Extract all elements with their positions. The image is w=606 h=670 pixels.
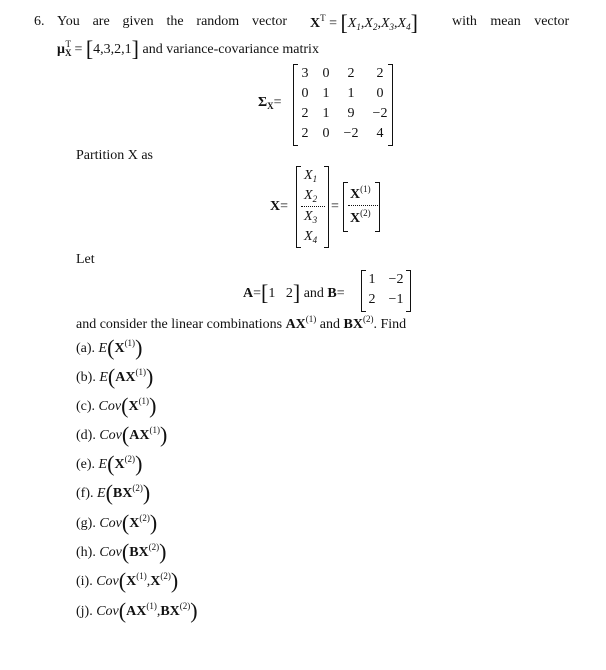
- matrix-cell: 0: [322, 126, 330, 141]
- matrix-cell: 1: [368, 272, 376, 287]
- part-argument: X: [129, 516, 140, 531]
- part-argument: X: [150, 574, 161, 589]
- with-mean-text: with mean vector: [452, 14, 570, 29]
- A-definition: A=[1 2] and B=: [243, 280, 345, 305]
- part-argument: X: [114, 457, 125, 472]
- mean-values: 4,3,2,1: [93, 42, 132, 57]
- component-x1: $X_1$: [347, 16, 361, 32]
- intro-word: given: [122, 14, 154, 29]
- matrix-cell: 2: [376, 66, 384, 81]
- part-argument: BX: [160, 604, 180, 619]
- part-argument: AX: [129, 428, 150, 443]
- block-x2: $X^{(2)}$: [350, 208, 371, 226]
- part-argument: AX: [115, 370, 136, 385]
- left-bracket: [: [340, 10, 348, 35]
- part-item: (a). $E(X^{(1)})$: [76, 335, 143, 360]
- matrix-cell: −2: [372, 106, 388, 121]
- part-function: E: [97, 486, 106, 501]
- mu-symbol: $\mu_X$: [57, 42, 72, 58]
- matrix-cell: −2: [388, 272, 404, 287]
- part-item: (h). Cov(BX$^{(2)}$): [76, 539, 167, 564]
- matrix-cell: 4: [376, 126, 384, 141]
- matrix-cell: 1: [347, 86, 355, 101]
- part-argument: BX: [112, 486, 133, 501]
- intro-words: [57, 14, 287, 30]
- matrix-cell: 0: [376, 86, 384, 101]
- matrix-cell: 3: [301, 66, 309, 81]
- part-item: (f). E(BX$^{(2)}$): [76, 480, 151, 505]
- part-label: (c).: [76, 399, 96, 414]
- part-label: (f).: [76, 486, 94, 501]
- intro-word: You: [57, 14, 80, 29]
- problem-number: 6.: [34, 14, 45, 29]
- let-label: Let: [76, 252, 95, 267]
- sigma-matrix: [296, 64, 396, 144]
- block-x1: $X^{(1)}$: [350, 184, 371, 202]
- stack-x4: $X_4$: [304, 229, 318, 245]
- transpose-mark: T: [320, 13, 326, 23]
- part-argument: X: [126, 574, 137, 589]
- part-argument: BX: [129, 545, 149, 560]
- matrix-cell: 0: [301, 86, 309, 101]
- consider-line: and consider the linear combinations AX$^{(1)}$ and BX$^{(2)}$. Find: [76, 314, 407, 332]
- random-vector-expression: $X^T = [X_1,X_2,X_3,X_4]$: [310, 10, 418, 35]
- part-label: (d).: [76, 428, 96, 443]
- part-function: E: [98, 457, 108, 472]
- matrix-cell: 0: [322, 66, 330, 81]
- matrix-cell: 9: [347, 106, 355, 121]
- part-function: Cov: [96, 574, 119, 589]
- stack-x1: $X_1$: [304, 168, 318, 184]
- part-function: Cov: [99, 428, 122, 443]
- component-x4: $X_4$: [397, 16, 411, 32]
- part-item: (d). Cov(AX$^{(1)}$): [76, 422, 168, 447]
- part-item: (b). E(AX$^{(1)}$): [76, 364, 154, 389]
- mean-vector-line: $\mu_X^T = [4,3,2,1]$ and variance-covariance matrix: [57, 36, 319, 61]
- part-function: E: [98, 341, 108, 356]
- stack-left-bracket: [296, 166, 301, 248]
- block-left-bracket: [343, 182, 348, 232]
- variance-text: and variance-covariance matrix: [142, 42, 319, 57]
- part-label: (h).: [76, 545, 96, 560]
- matrix-cell: −1: [388, 292, 404, 307]
- B-matrix: [363, 270, 411, 310]
- sigma-symbol: $\Sigma_X=$: [258, 95, 282, 111]
- part-label: (i).: [76, 574, 93, 589]
- partition-label: Partition X as: [76, 148, 153, 163]
- matrix-cell: 2: [347, 66, 355, 81]
- matrix-cell: −2: [343, 126, 359, 141]
- stack-right-bracket: [324, 166, 329, 248]
- matrix-cell: 2: [301, 126, 309, 141]
- component-x3: $X_3$: [380, 16, 395, 32]
- intro-word: random: [196, 14, 240, 29]
- matrix-cell: 1: [322, 106, 330, 121]
- intro-word: vector: [252, 14, 287, 29]
- matrix-cell: 1: [322, 86, 330, 101]
- B-matrix-right-bracket: [406, 270, 411, 312]
- part-function: Cov: [98, 399, 122, 414]
- part-item: (g). $Cov(X^{(2)})$: [76, 510, 158, 535]
- equals-sign: =: [329, 16, 338, 31]
- partition-lhs: X=: [270, 199, 289, 214]
- component-x2: $X_2$: [364, 16, 378, 32]
- part-label: (e).: [76, 457, 96, 472]
- part-item: (j). Cov(AX$^{(1)}$,BX$^{(2)}$): [76, 598, 198, 623]
- right-bracket: ]: [410, 10, 418, 35]
- stack-x3: $X_3$: [304, 209, 318, 225]
- part-argument: AX: [126, 604, 147, 619]
- block-right-bracket: [375, 182, 380, 232]
- stack-x2: $X_2$: [304, 188, 318, 204]
- matrix-cell: 2: [368, 292, 376, 307]
- part-label: (j).: [76, 604, 93, 619]
- part-item: (e). $E(X^{(2)})$: [76, 451, 143, 476]
- part-function: E: [99, 370, 108, 385]
- block-separator: [348, 205, 378, 206]
- intro-word: are: [92, 14, 110, 29]
- part-argument: X: [128, 399, 139, 414]
- vector-x-symbol: X: [310, 16, 321, 31]
- part-label: (b).: [76, 370, 96, 385]
- part-function: Cov: [99, 516, 122, 531]
- part-item: (i). $Cov(X^{(1)},X^{(2)})$: [76, 568, 179, 593]
- part-item: (c). $Cov(X^{(1)})$: [76, 393, 157, 418]
- part-label: (a).: [76, 341, 96, 356]
- matrix-cell: 2: [301, 106, 309, 121]
- part-argument: X: [114, 341, 125, 356]
- intro-word: the: [166, 14, 184, 29]
- part-function: Cov: [96, 604, 119, 619]
- partition-equals: =: [331, 199, 339, 214]
- sigma-matrix-right-bracket: [388, 64, 393, 146]
- part-function: Cov: [99, 545, 122, 560]
- part-label: (g).: [76, 516, 96, 531]
